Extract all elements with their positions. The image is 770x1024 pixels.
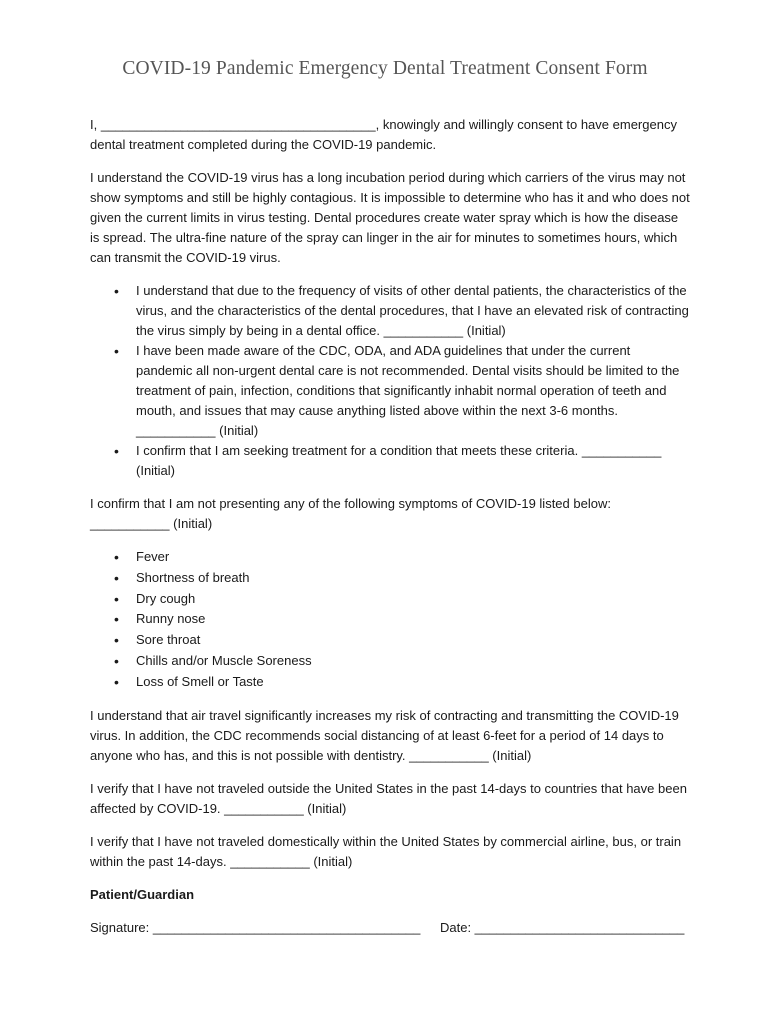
international-travel-paragraph: I verify that I have not traveled outside the United States in the past 14-days to countries that have been affected by COVID-19. ___________ (Initial) bbox=[90, 780, 687, 816]
symptom-item: • Sore throat bbox=[90, 630, 690, 651]
symptom-item: • Dry cough bbox=[90, 589, 690, 610]
consent-prefix: I, bbox=[90, 117, 98, 132]
form-title: COVID-19 Pandemic Emergency Dental Treatment Consent Form bbox=[122, 58, 648, 79]
signature-field[interactable]: Signature: _____________________________________ bbox=[90, 919, 421, 935]
patient-name-blank[interactable]: ______________________________________ bbox=[100, 117, 376, 132]
symptoms-intro: I confirm that I am not presenting any of the following symptoms of COVID-19 listed below: ___________ (Initial) bbox=[90, 496, 611, 531]
acknowledgement-item: • I have been made aware of the CDC, ODA, and ADA guidelines that under the current pandemic all non-urgent dental care is not recommended. Dental visits should be limited to the treatment of pain, infection, conditions that significantly inhabit normal operation of teeth and mouth, and issues that may cause anything listed above within the next 3-6 months. ___________ (Initial) bbox=[90, 341, 690, 441]
signature-row bbox=[90, 918, 690, 938]
signer-heading: Patient/Guardian bbox=[90, 886, 195, 902]
consent-suffix: , knowingly and willingly consent to have emergency dental treatment completed during the COVID-19 pandemic. bbox=[90, 117, 677, 152]
acknowledgement-item: • I confirm that I am seeking treatment for a condition that meets these criteria. ___________ (Initial) bbox=[90, 441, 690, 481]
symptom-item: • Fever bbox=[90, 547, 690, 568]
symptom-item: • Loss of Smell or Taste bbox=[90, 672, 690, 693]
incubation-paragraph: I understand the COVID-19 virus has a long incubation period during which carriers of the virus may not show symptoms and still be highly contagious. It is impossible to determine who has it and who does not given the current limits in virus testing. Dental procedures create water spray which is how the disease is spread. The ultra-fine nature of the spray can linger in the air for minutes to sometimes hours, which can transmit the COVID-19 virus. bbox=[90, 170, 690, 265]
consent-statement bbox=[90, 115, 690, 155]
symptom-item: • Runny nose bbox=[90, 609, 690, 630]
symptom-item: • Chills and/or Muscle Soreness bbox=[90, 651, 690, 672]
date-field[interactable]: Date: _____________________________ bbox=[440, 919, 685, 935]
acknowledgement-item: • I understand that due to the frequency of visits of other dental patients, the characteristics of the virus, and the characteristics of the dental procedures, that I have an elevated risk of contracting the virus simply by being in a dental office. ___________ (Initial) bbox=[90, 281, 690, 341]
symptom-item: • Shortness of breath bbox=[90, 568, 690, 589]
form-body bbox=[90, 115, 690, 938]
acknowledgement-list bbox=[90, 281, 690, 481]
air-travel-paragraph: I understand that air travel significantly increases my risk of contracting and transmitting the COVID-19 virus. In addition, the CDC recommends social distancing of at least 6-feet for a period of 14 days to anyone who has, and this is not possible with dentistry. ___________ (Initial) bbox=[90, 707, 679, 763]
symptom-list bbox=[90, 547, 690, 693]
domestic-travel-paragraph: I verify that I have not traveled domestically within the United States by commercial airline, bus, or train within the past 14-days. ___________ (Initial) bbox=[90, 833, 682, 869]
